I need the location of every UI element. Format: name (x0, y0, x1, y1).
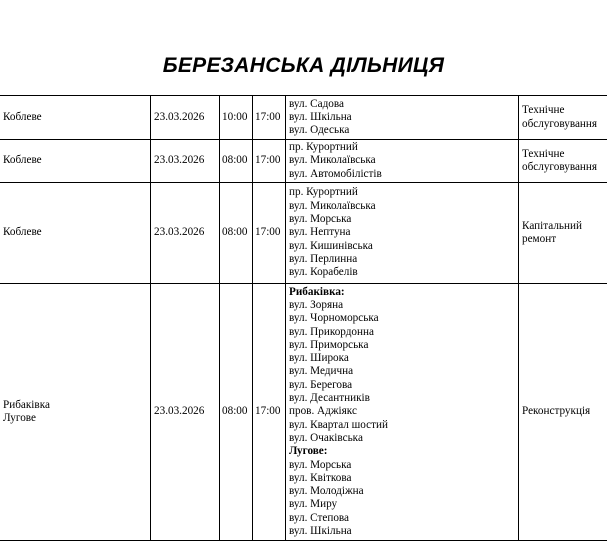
street-item: вул. Миру (289, 498, 338, 511)
start-time-cell: 08:00 (220, 140, 253, 183)
street-item: вул. Одеська (289, 124, 350, 137)
streets-cell (286, 284, 519, 541)
work-type-text: Технічне (522, 147, 565, 160)
work-type-cell (519, 96, 607, 140)
end-time-cell: 17:00 (253, 140, 286, 183)
date-cell: 23.03.2026 (151, 96, 220, 140)
work-type-text: обслуговування (522, 117, 598, 130)
date-cell: 23.03.2026 (151, 284, 220, 541)
work-type-text: Капітальний (522, 219, 582, 232)
work-type-text: обслуговування (522, 161, 598, 173)
locality-heading: Рибаківка: (289, 285, 345, 298)
locality-heading: Лугове: (289, 445, 328, 458)
street-item: вул. Шкільна (289, 525, 352, 538)
settlement-cell (0, 96, 151, 140)
street-item: вул. Очаківська (289, 431, 363, 444)
schedule-body (0, 96, 607, 541)
end-time-cell: 17:00 (253, 284, 286, 541)
street-item: вул. Чорноморська (289, 312, 379, 325)
street-item: вул. Морська (289, 213, 352, 226)
street-item: вул. Десантників (289, 392, 370, 405)
street-item: вул. Квартал шостий (289, 418, 388, 431)
end-time-cell: 17:00 (253, 96, 286, 140)
date-cell: 23.03.2026 (151, 183, 220, 284)
street-item: вул. Широка (289, 352, 349, 365)
settlement-cell (0, 284, 151, 541)
street-item: вул. Миколаївська (289, 154, 376, 167)
date-cell: 23.03.2026 (151, 140, 220, 183)
street-item: вул. Автомобілістів (289, 167, 382, 180)
settlement-name: Коблеве (3, 154, 42, 167)
street-item: вул. Зоряна (289, 298, 344, 311)
street-item: вул. Нептуна (289, 226, 351, 239)
street-item: вул. Шкільна (289, 110, 352, 123)
street-item: пр. Курортний (289, 141, 358, 154)
start-time-cell: 08:00 (220, 183, 253, 284)
work-type-cell (519, 183, 607, 284)
table-row (0, 96, 607, 140)
settlement-name: Рибаківка (3, 398, 50, 411)
settlement-cell (0, 183, 151, 284)
streets-cell (286, 96, 519, 140)
street-item: вул. Миколаївська (289, 199, 376, 212)
outage-schedule-table (0, 95, 607, 541)
streets-cell (286, 140, 519, 183)
work-type-cell (519, 284, 607, 541)
start-time-cell: 10:00 (220, 96, 253, 140)
end-time-cell: 17:00 (253, 183, 286, 284)
settlement-name: Коблеве (3, 226, 42, 239)
settlement-cell (0, 140, 151, 183)
start-time-cell: 08:00 (220, 284, 253, 541)
street-item: пр. Курортний (289, 186, 358, 199)
work-type-text: Технічне (522, 104, 565, 117)
page-title: БЕРЕЗАНСЬКА ДІЛЬНИЦЯ (162, 54, 445, 77)
street-item: вул. Молодіжна (289, 485, 364, 498)
table-row (0, 284, 607, 541)
street-item: вул. Перлинна (289, 252, 358, 265)
work-type-text: ремонт (522, 233, 557, 245)
street-item: пров. Аджіякс (289, 405, 357, 418)
street-item: вул. Корабелів (289, 266, 358, 279)
street-item: вул. Степова (289, 511, 350, 524)
street-item: вул. Кишинівська (289, 239, 373, 252)
table-row (0, 140, 607, 183)
street-item: вул. Берегова (289, 378, 353, 391)
table-row (0, 183, 607, 284)
streets-cell (286, 183, 519, 284)
work-type-text: Реконструкція (522, 405, 591, 418)
street-item: вул. Морська (289, 458, 352, 471)
work-type-cell (519, 140, 607, 183)
settlement-name: Коблеве (3, 110, 42, 123)
street-item: вул. Квіткова (289, 471, 352, 484)
street-item: вул. Садова (289, 97, 344, 110)
street-item: вул. Приморська (289, 338, 369, 351)
street-item: вул. Прикордонна (289, 325, 374, 338)
settlement-name: Лугове (3, 412, 36, 424)
street-item: вул. Медична (289, 365, 354, 378)
